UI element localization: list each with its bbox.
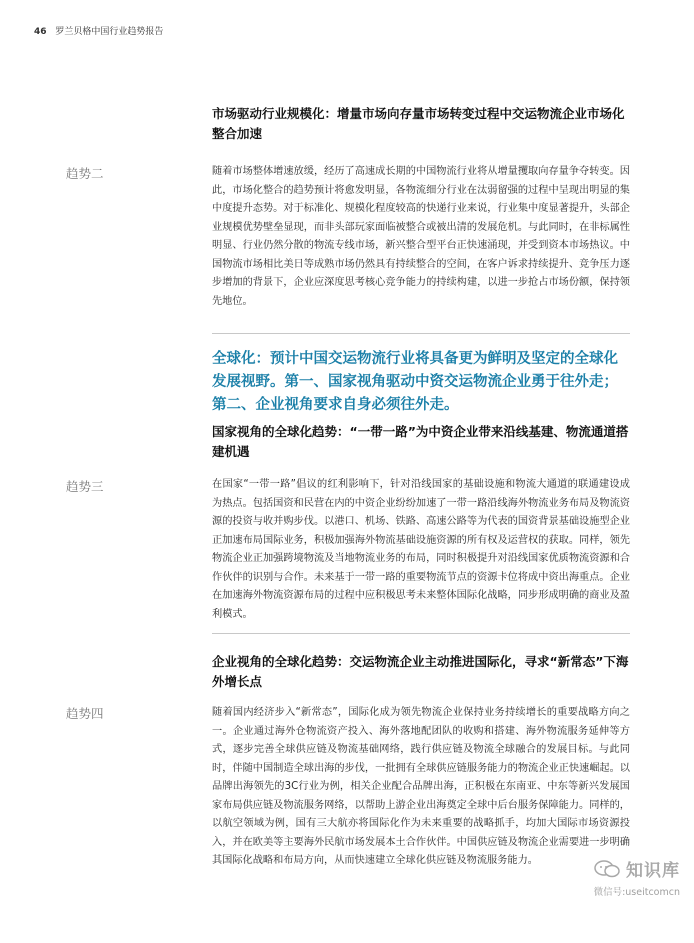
wechat-icon: [594, 860, 620, 878]
running-head: [34, 24, 163, 37]
section-divider-2: [212, 633, 630, 634]
watermark-subtitle: 微信号:useitcomcn: [593, 887, 680, 898]
report-title: 罗兰贝格中国行业趋势报告: [55, 27, 164, 37]
trend4-label: 趋势四: [66, 706, 104, 721]
trend4-heading: 企业视角的全球化趋势：交运物流企业主动推进国际化，寻求“新常态”下海外增长点: [212, 654, 629, 689]
trend4-body: 随着国内经济步入“新常态”，国际化成为领先物流企业保持业务持续增长的重要战略方向之一。企业通过海外仓物流资产投入、海外落地配团队的收购和搭建、海外物流服务延伸等方式，逐步完善全球供应链及物流基础网络，践行供应链及物流全球融合的发展目标。与此同时，伴随中国制造全球出海的步伐，一批拥有全球供应链服务能力的物流企业正快速崛起。以品牌出海领先的3C行业为例，相关企业配合品牌出海，正积极在东南亚、中东等新兴发展国家布局供应链及物流服务网络，以帮助上游企业出海奠定全球中后台服务保障能力。同样的，以航空领域为例，国有三大航亦将国际化作为未来重要的战略抓手，均加大国际市场资源投入，并在欧美等主要海外民航市场发展本土合作伙伴。中国供应链及物流企业需要进一步明确其国际化战略和布局方向，从而快速建立全球化供应链及物流服务能力。: [212, 707, 630, 866]
trend2-heading: 市场驱动行业规模化：增量市场向存量市场转变过程中交运物流企业市场化整合加速: [212, 106, 625, 141]
trend3-body: 在国家“一带一路”倡议的红利影响下，针对沿线国家的基础设施和物流大通道的联通建设成为热点。包括国资和民营在内的中资企业纷纷加速了一带一路沿线海外物流业务布局及物流资源的投资与收并购步伐。以港口、机场、铁路、高速公路等为代表的国资背景基础设施型企业正加速布局国际业务，积极加强海外物流基础设施资源的所有权及运营权的获取。同样，领先物流企业正加强跨境物流及当地物流业务的布局，同时积极提升对沿线国家优质物流资源和合作伙伴的识别与合作。未来基于一带一路的重要物流节点的资源卡位将成中资出海重点。企业在加速海外物流资源布局的过程中应积极思考未来整体国际化战略，同步形成明确的商业及盈利模式。: [212, 479, 630, 620]
watermark-logo-text: 知识库: [626, 861, 680, 881]
trend2-label: 趋势二: [66, 166, 104, 181]
globalization-heading: 全球化：预计中国交运物流行业将具备更为鲜明及坚定的全球化发展视野。第一、国家视角驱动中资交运物流企业勇于往外走；第二、企业视角要求自身必须往外走。: [212, 351, 618, 413]
trend3-heading: 国家视角的全球化趋势：“一带一路”为中资企业带来沿线基建、物流通道搭建机遇: [212, 424, 629, 459]
trend2-body: 随着市场整体增速放缓，经历了高速成长期的中国物流行业将从增量攫取向存量争夺转变。因此，市场化整合的趋势预计将愈发明显，各物流细分行业在汰弱留强的过程中呈现出明显的集中度提升态势。对于标准化、规模化程度较高的快递行业来说，行业集中度显著提升，头部企业规模优势壁垒显现，而非头部玩家面临被整合或被出清的发展危机。与此同时，在非标属性明显、行业仍然分散的物流专线市场，新兴整合型平台正快速涌现，并受到资本市场热议。中国物流市场相比美日等成熟市场仍然具有持续整合的空间，在客户诉求持续提升、竞争压力逐步增加的背景下，企业应深度思考核心竞争能力的持续构建，以进一步抢占市场份额，保持领先地位。: [212, 166, 630, 307]
watermark: [594, 856, 680, 898]
page-number: 46: [34, 27, 47, 37]
trend3-label: 趋势三: [66, 479, 104, 494]
section-divider: [212, 333, 630, 334]
